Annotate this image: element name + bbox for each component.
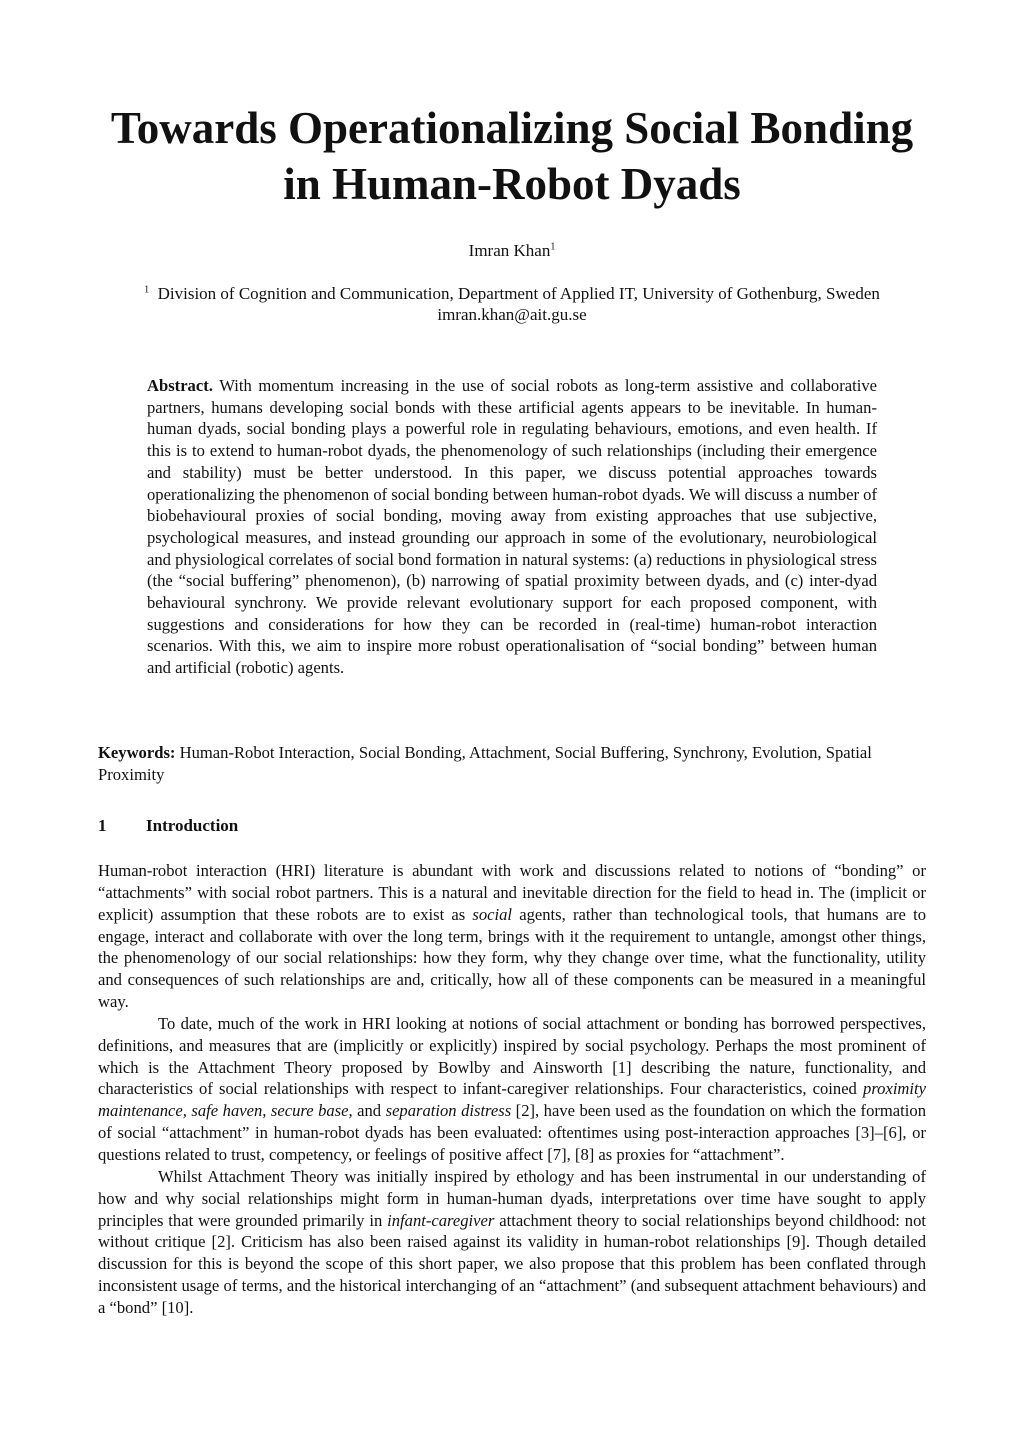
p2-text-c: [2], have been used as the foundation on which the formation of social “attachment” in human-robot dyads has been evaluated: oftentimes using post-interaction approaches [3]–[6], or questions related to trust, competency, or feelings of positive affect [7], [8] as proxies for “attachment”. bbox=[98, 1101, 926, 1164]
author-email: imran.khan@ait.gu.se bbox=[437, 305, 587, 324]
abstract-label: Abstract. bbox=[147, 376, 213, 395]
section-heading bbox=[98, 816, 238, 836]
keywords-label: Keywords: bbox=[98, 743, 176, 762]
abstract bbox=[147, 375, 877, 679]
p3-emphasis: infant-caregiver bbox=[387, 1210, 495, 1230]
abstract-text: With momentum increasing in the use of social robots as long-term assistive and collaborative partners, humans developing social bonds with these artificial agents appears to be inevitable. In human-human dyads, social bonding plays a powerful role in regulating behaviours, emotions, and even health. If this is to extend to human-robot dyads, the phenomenology of such relationships (including their emergence and stability) must be better understood. In this paper, we discuss potential approaches towards operationalizing the phenomenon of social bonding between human-robot dyads. We will discuss a number of biobehavioural proxies of social bonding, moving away from existing approaches that use subjective, psychological measures, and instead grounding our approach in some of the evolutionary, neurobiological and physiological correlates of social bond formation in natural systems: (a) reductions in physiological stress (the “social buffering” phenomenon), (b) narrowing of spatial proximity between dyads, and (c) inter-dyad behavioural synchrony. We provide relevant evolutionary support for each proposed component, with suggestions and considerations for how they can be recorded in (real-time) human-robot interaction scenarios. With this, we aim to inspire more robust operationalisation of “social bonding” between human and artificial (robotic) agents. bbox=[147, 376, 877, 678]
paper-title bbox=[60, 100, 964, 212]
section-title: Introduction bbox=[146, 816, 239, 835]
keywords bbox=[98, 742, 926, 785]
affiliation-block bbox=[60, 283, 964, 325]
author-name: Imran Khan bbox=[468, 241, 551, 260]
paragraph-2 bbox=[98, 1013, 926, 1166]
p3-text-b: attachment theory to social relationships beyond childhood: not without critique [2]. Criticism has also been raised against its validity in human-robot relationships [9]. Though detailed discussion for this is beyond the scope of this short paper, we also propose that this problem has been conflated through inconsistent usage of terms, and the historical interchanging of an “attachment” (and subsequent attachment behaviours) and a “bond” [10]. bbox=[98, 1210, 926, 1317]
p1-emphasis: social bbox=[472, 904, 513, 924]
section-number: 1 bbox=[98, 816, 107, 835]
body-text bbox=[98, 860, 926, 1319]
keywords-text: Human-Robot Interaction, Social Bonding, Attachment, Social Buffering, Synchrony, Evolution, Spatial Proximity bbox=[98, 743, 872, 784]
p1-text-a: Human-robot interaction (HRI) literature is abundant with work and discussions related to notions of “bonding” or “attachments” with social robot partners. This is a natural and inevitable direction for the field to head in. The (implicit or explicit) assumption that these robots are to exist as bbox=[98, 861, 926, 924]
p2-emphasis-1: proximity maintenance, safe haven, secure base, bbox=[98, 1079, 926, 1121]
p2-emphasis-2: separation distress bbox=[385, 1101, 512, 1121]
affiliation-text: Division of Cognition and Communication, Department of Applied IT, University of Gothenburg, Sweden bbox=[157, 284, 880, 303]
p3-text-a: Whilst Attachment Theory was initially inspired by ethology and has been instrumental in our understanding of how and why social relationships might form in human-human dyads, interpretations over time have sought to apply principles that were grounded primarily in bbox=[98, 1166, 926, 1230]
paragraph-3 bbox=[98, 1166, 926, 1319]
title-line-2: in Human-Robot Dyads bbox=[283, 159, 741, 209]
p1-text-b: agents, rather than technological tools, that humans are to engage, interact and collaborate with over the long term, brings with it the requirement to untangle, amongst other things, the phenomenology of our social relationships: how they form, why they change over time, what the functionality, utility and consequences of such relationships are and, critically, how all of these components can be measured in a meaningful way. bbox=[98, 904, 927, 1012]
affiliation-line bbox=[60, 283, 964, 304]
author-affiliation-mark: 1 bbox=[550, 241, 556, 253]
p2-text-b: and bbox=[352, 1101, 386, 1121]
author-line bbox=[0, 241, 1024, 261]
title-line-1: Towards Operationalizing Social Bonding bbox=[110, 103, 914, 153]
paragraph-1 bbox=[98, 860, 926, 1013]
p2-text-a: To date, much of the work in HRI looking at notions of social attachment or bonding has borrowed perspectives, definitions, and measures that are (implicitly or explicitly) inspired by social psychology. Perhaps the most prominent of which is the Attachment Theory proposed by Bowlby and Ainsworth [1] describing the nature, functionality, and characteristics of social relationships with respect to infant-caregiver relationships. Four characteristics, coined bbox=[98, 1013, 926, 1099]
affiliation-mark: 1 bbox=[144, 284, 150, 296]
